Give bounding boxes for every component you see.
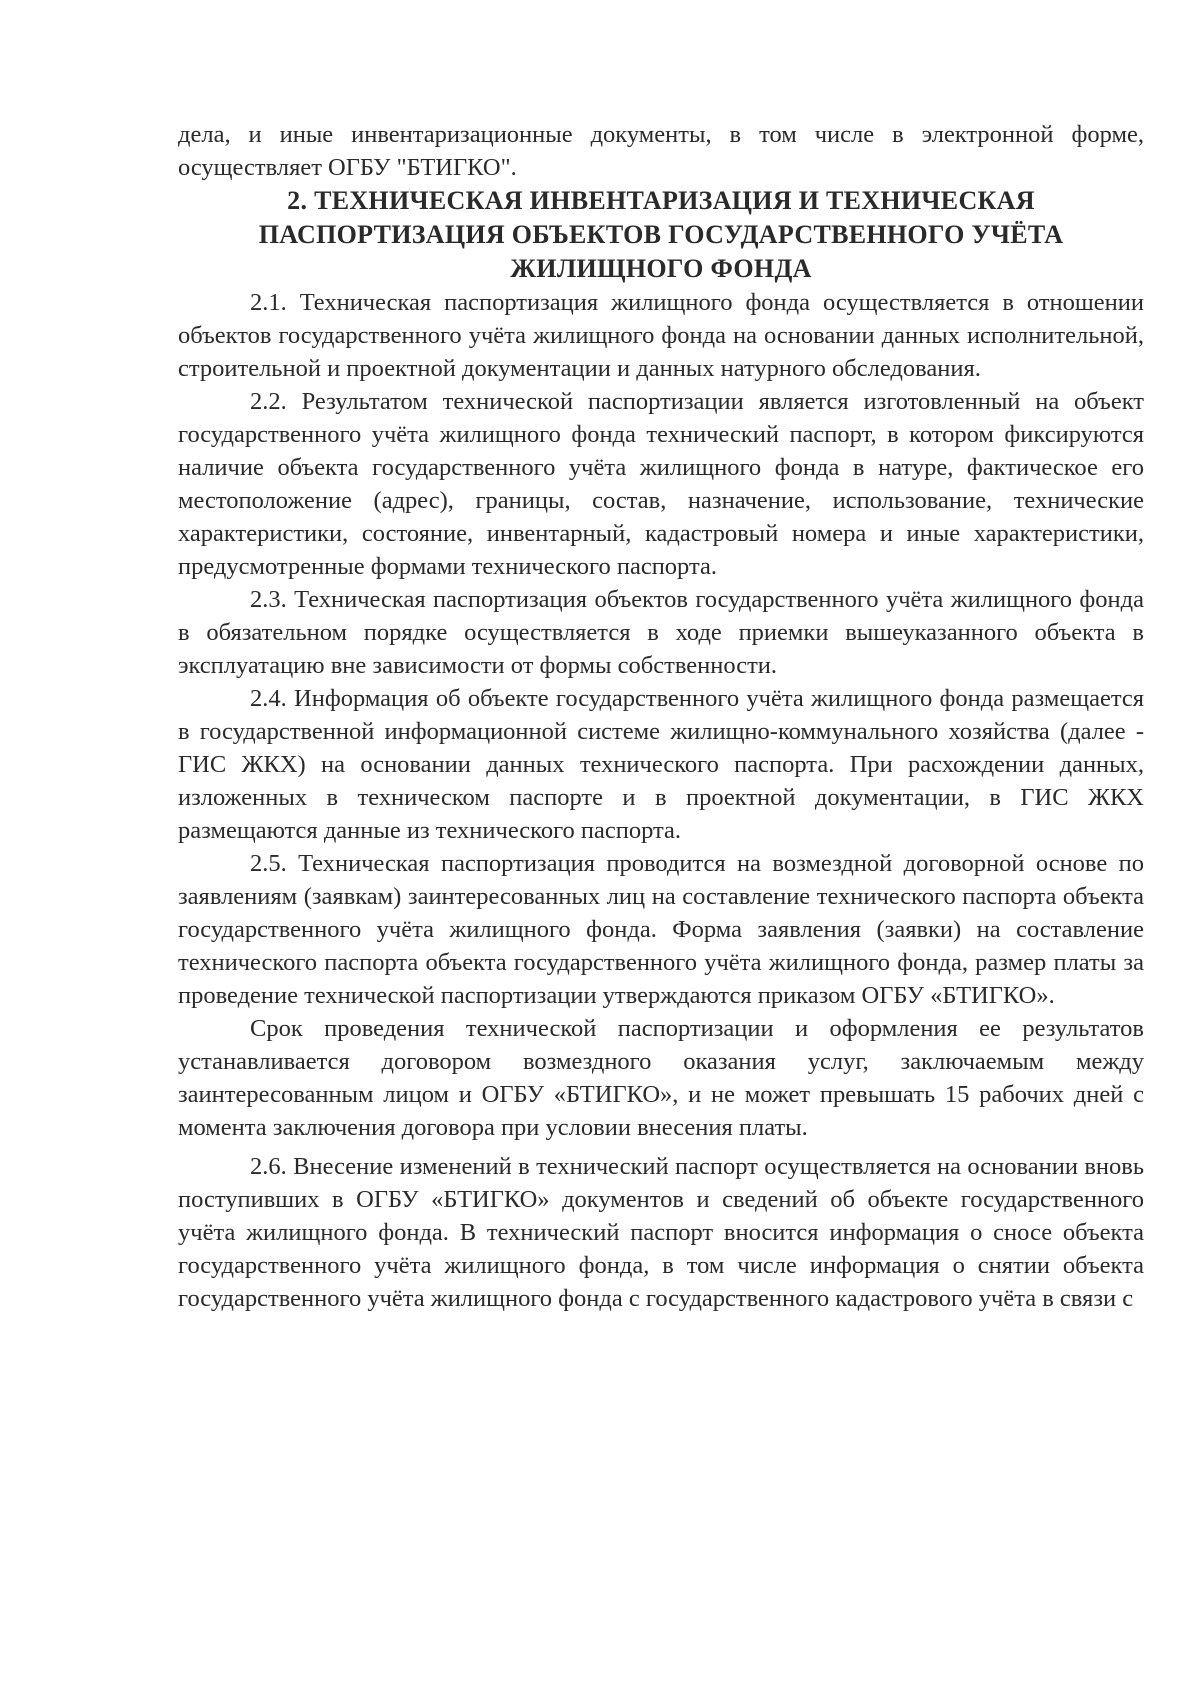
- section-heading-line-2: ПАСПОРТИЗАЦИЯ ОБЪЕКТОВ ГОСУДАРСТВЕННОГО УЧЁТА: [258, 220, 1064, 249]
- intro-paragraph: дела, и иные инвентаризационные документы, в том числе в электронной форме, осуществляет ОГБУ "БТИГКО".: [178, 121, 1144, 181]
- paragraph-deadline: Срок проведения технической паспортизации и оформления ее результатов устанавливается договором возмездного оказания услуг, заключаемым между заинтересованным лицом и ОГБУ «БТИГКО», и не может превышать 15 рабочих дней с момента заключения договора при условии внесения платы.: [178, 1015, 1144, 1141]
- paragraph-2-1: 2.1. Техническая паспортизация жилищного фонда осуществляется в отношении объектов государственного учёта жилищного фонда на основании данных исполнительной, строительной и проектной документации и данных натурного обследования.: [178, 289, 1144, 382]
- section-heading-line-1: 2. ТЕХНИЧЕСКАЯ ИНВЕНТАРИЗАЦИЯ И ТЕХНИЧЕСКАЯ: [287, 186, 1035, 215]
- paragraph-2-2: 2.2. Результатом технической паспортизации является изготовленный на объект государственного учёта жилищного фонда технический паспорт, в котором фиксируются наличие объекта государственного учёта жилищного фонда в натуре, фактическое его местоположение (адрес), границы, состав, назначение, использование, технические характеристики, состояние, инвентарный, кадастровый номера и иные характеристики, предусмотренные формами технического паспорта.: [178, 388, 1144, 580]
- document-body: [178, 118, 1144, 1315]
- paragraph-2-3: 2.3. Техническая паспортизация объектов государственного учёта жилищного фонда в обязательном порядке осуществляется в ходе приемки вышеуказанного объекта в эксплуатацию вне зависимости от формы собственности.: [178, 586, 1144, 679]
- paragraph-2-6: 2.6. Внесение изменений в технический паспорт осуществляется на основании вновь поступивших в ОГБУ «БТИГКО» документов и сведений об объекте государственного учёта жилищного фонда. В технический паспорт вносится информация о сносе объекта государственного учёта жилищного фонда, в том числе информация о снятии объекта государственного учёта жилищного фонда с государственного кадастрового учёта в связи с: [178, 1153, 1144, 1312]
- paragraph-2-4: 2.4. Информация об объекте государственного учёта жилищного фонда размещается в государственной информационной системе жилищно-коммунального хозяйства (далее - ГИС ЖКХ) на основании данных технического паспорта. При расхождении данных, изложенных в техническом паспорте и в проектной документации, в ГИС ЖКХ размещаются данные из технического паспорта.: [178, 685, 1144, 844]
- section-heading: [178, 184, 1144, 286]
- paragraph-2-5: 2.5. Техническая паспортизация проводится на возмездной договорной основе по заявлениям (заявкам) заинтересованных лиц на составление технического паспорта объекта государственного учёта жилищного фонда. Форма заявления (заявки) на составление технического паспорта объекта государственного учёта жилищного фонда, размер платы за проведение технической паспортизации утверждаются приказом ОГБУ «БТИГКО».: [178, 850, 1144, 1009]
- section-heading-line-3: ЖИЛИЩНОГО ФОНДА: [510, 254, 812, 283]
